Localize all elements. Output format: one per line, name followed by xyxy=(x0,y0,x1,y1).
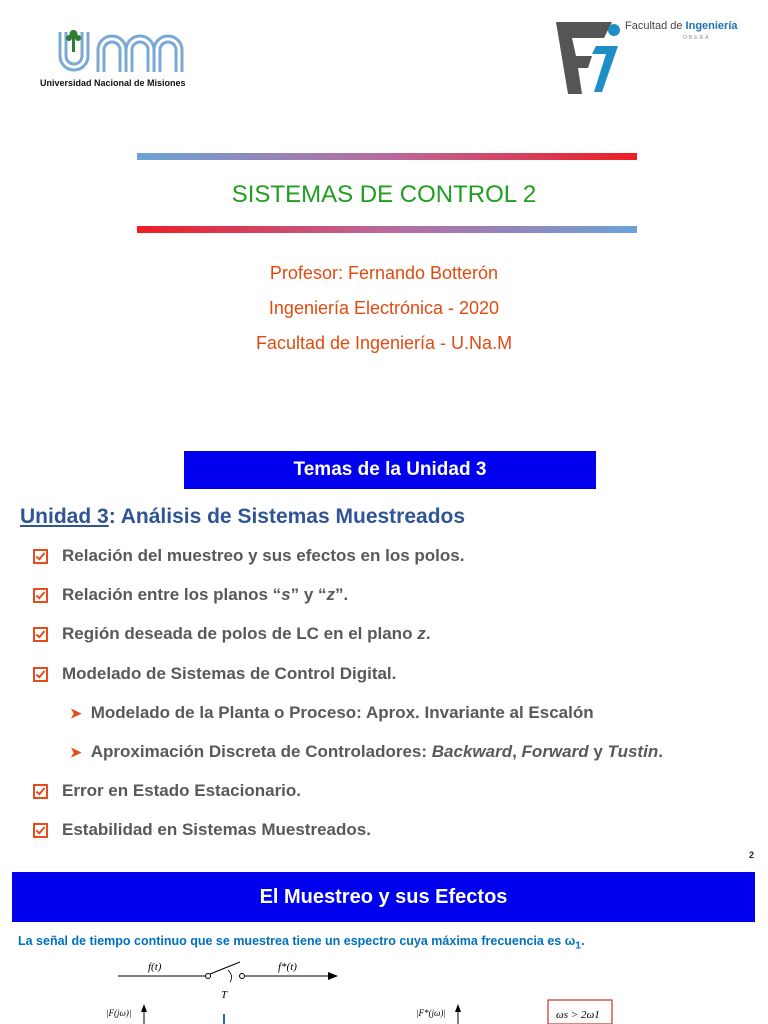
arrow-bullet-icon: ➤ xyxy=(70,743,82,760)
unit-label: Unidad 3 xyxy=(20,505,109,528)
sampling-condition: ωs > 2ω1 xyxy=(556,1009,600,1021)
title-bar-top xyxy=(137,153,637,160)
topic-item-1: Relación del muestreo y sus efectos en los polos. xyxy=(33,546,464,566)
course-title: SISTEMAS DE CONTROL 2 xyxy=(231,181,537,208)
fi-subtitle: OBERÁ xyxy=(683,35,711,41)
arrow-bullet-icon: ➤ xyxy=(70,704,82,721)
checkbox-icon xyxy=(33,588,48,603)
unit-name: : Análisis de Sistemas Muestreados xyxy=(108,505,466,528)
topic-item-2: Relación entre los planos “s” y “z”. xyxy=(33,585,348,605)
title-bar-bottom xyxy=(137,226,637,233)
checkbox-icon xyxy=(33,784,48,799)
topic-subitem-2: ➤ Aproximación Discreta de Controladores: Backward, Forward y Tustin. xyxy=(70,742,663,761)
sampling-header: El Muestreo y sus Efectos xyxy=(12,872,755,922)
topic-item-3: Región deseada de polos de LC en el plano z. xyxy=(33,624,430,644)
output-signal-label: f*(t) xyxy=(278,961,297,973)
fi-name: Facultad de Ingeniería xyxy=(625,20,738,32)
sampler-diagram xyxy=(100,952,660,1024)
input-signal-label: f(t) xyxy=(148,961,162,973)
sampling-text: La señal de tiempo continuo que se muestrea tiene un espectro cuya máxima frecuencia es $\omega_1$. xyxy=(18,934,585,952)
professor-line: Profesor: Fernando Botterón xyxy=(269,263,499,283)
checkbox-icon xyxy=(33,549,48,564)
faculty-line: Facultad de Ingeniería - U.Na.M xyxy=(255,333,513,353)
checkbox-icon xyxy=(33,627,48,642)
page-number: 2 xyxy=(749,850,755,860)
unam-caption: Universidad Nacional de Misiones xyxy=(40,78,186,88)
topic-item-5: Error en Estado Estacionario. xyxy=(33,781,301,801)
checkbox-icon xyxy=(33,823,48,838)
topic-subitem-1: ➤ Modelado de la Planta o Proceso: Aprox. Invariante al Escalón xyxy=(70,703,594,722)
career-line: Ingeniería Electrónica - 2020 xyxy=(268,298,500,318)
spectrum-right-label: |F*(jω)| xyxy=(416,1008,446,1018)
checkbox-icon xyxy=(33,667,48,682)
topic-item-6: Estabilidad en Sistemas Muestreados. xyxy=(33,820,371,840)
unit-title xyxy=(20,505,465,529)
topics-header: Temas de la Unidad 3 xyxy=(184,451,596,489)
period-label: T xyxy=(221,989,228,1001)
topic-item-4: Modelado de Sistemas de Control Digital. xyxy=(33,664,396,684)
spectrum-left-label: |F(jω)| xyxy=(106,1008,132,1018)
